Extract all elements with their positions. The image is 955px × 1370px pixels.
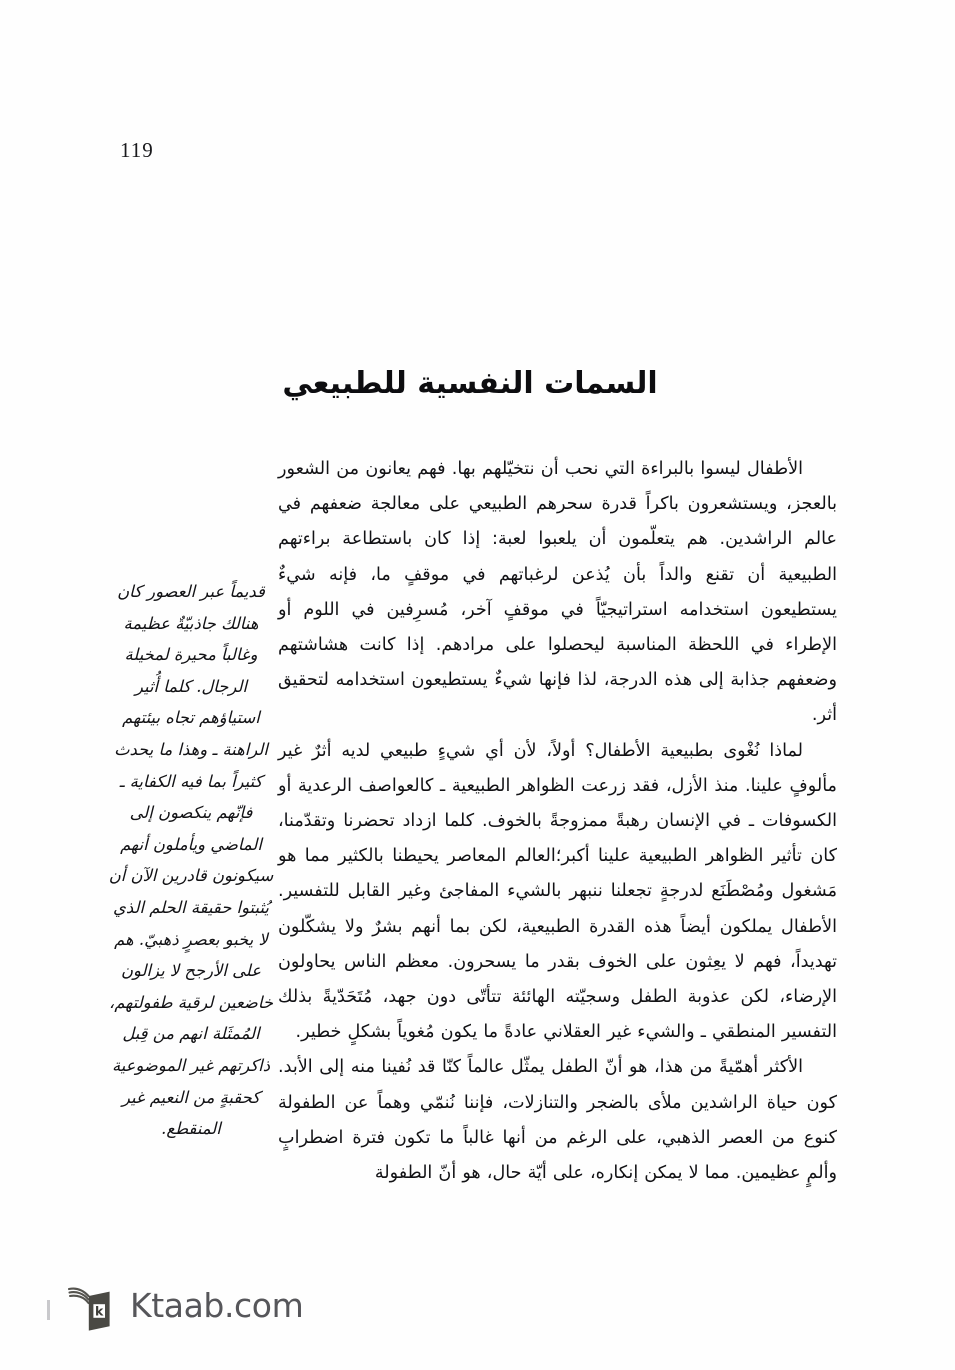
footer-watermark [62,1274,303,1336]
brand-name: Ktaab.com [130,1285,304,1325]
body-paragraph-1: الأطفال ليسوا بالبراءة التي نحب أن نتخيّلهم بها. فهم يعانون من الشعور بالعجز، ويستشعرون باكراً قدرة سحرهم الطبيعي على معالجة ضعفهم في عالم الراشدين. هم يتعلّمون أن يلعبوا لعبة: إذا كان باستطاعة براءتهم الطبيعية أن تقنع والداً بأن يُذعن لرغباتهم في موقفٍ ما، فإنه شيءٌ يستطيعون استخدامه استراتيجيّاً في موقفٍ آخر، مُسرِفين في اللوم أو الإطراء في اللحظة المناسبة ليحصلوا على مرادهم. إذا كانت هشاشتهم وضعفهم جذابة إلى هذه الدرجة، لذا فإنها شيءٌ يستطيعون استخدامه لتحقيق أثر. [278,459,837,726]
svg-text:k: k [95,1303,104,1319]
body-paragraph-3: الأكثر أهمّيةً من هذا، هو أنّ الطفل يمثّل عالماً كنّا قد نُفينا منه إلى الأبد. كون حياة الراشدين ملأى بالضجر والتنازلات، فإننا نُنمّي وهماً عن الطفولة كنوع من العصر الذهبي، على الرغم من أنها غالباً ما تكون فترة اضطرابٍ وألمٍ عظيمين. مما لا يمكن إنكاره، على أيّة حال، هو أنّ الطفولة [278,1057,837,1184]
body-paragraph-2: لماذا نُغْوى بطبيعية الأطفال؟ أولاً، لأن أي شيءٍ طبيعي لديه أثرٌ غير مألوفٍ علينا. منذ الأزل، فقد زرعت الظواهر الطبيعية ـ كالعواصف الرعدية أو الكسوفات ـ في الإنسان رهبةً ممزوجةً بالخوف. كلما ازداد تحضرنا وتقدّمنا، كان تأثير الظواهر الطبيعية علينا أكبر؛العالم المعاصر يحيطنا بالكثير مما هو مَشغول ومُصْطَنَع لدرجةٍ تجعلنا ننبهر بالشيء المفاجئ وغير القابل للتفسير. الأطفال يملكون أيضاً هذه القدرة الطبيعية، لكن بما أنهم بشرٌ ولا يشكّلون تهديداً، فهم لا يعِثون على الخوف بقدر ما يسحرون. معظم الناس يحاولون الإرضاء، لكن عذوبة الطفل وسجيّته الهائئة تتأتّى دون جهد، مُتَحَدّيةً بذلك التفسير المنطقي ـ والشيء غير العقلاني عادةً ما يكون مُغوياً بشكلٍ خطير. [278,740,837,1043]
page-edge-artifact [47,1300,50,1320]
body-text-column [278,452,837,1191]
open-book-icon [62,1274,124,1336]
margin-note: قديماً عبر العصور كان هنالك جاذبيّةٌ عظيمة وغالباً محيرة لمخيلة الرجال. كلما أُثير استياؤهم تجاه بيئتهم الراهنة ـ وهذا ما يحدث كثيراً بما فيه الكفاية ـ فإنّهم ينكصون إلى الماضي ويأملون أنهم سيكونون قادرين الآن أن يُثبتوا حقيقة الحلم الذي لا يخبو بعصرٍ ذهبيّ. هم على الأرجح لا يزالون خاضعين لرقية طفولتهم، المُمثَلة انهم من قِبل ذاكرتهم غير الموضوعية كحقبةٍ من النعيم غير المنقطع. [108,582,274,1139]
chapter-title: السمات النفسية للطبيعي [282,366,658,402]
page-number: 119 [120,138,154,162]
